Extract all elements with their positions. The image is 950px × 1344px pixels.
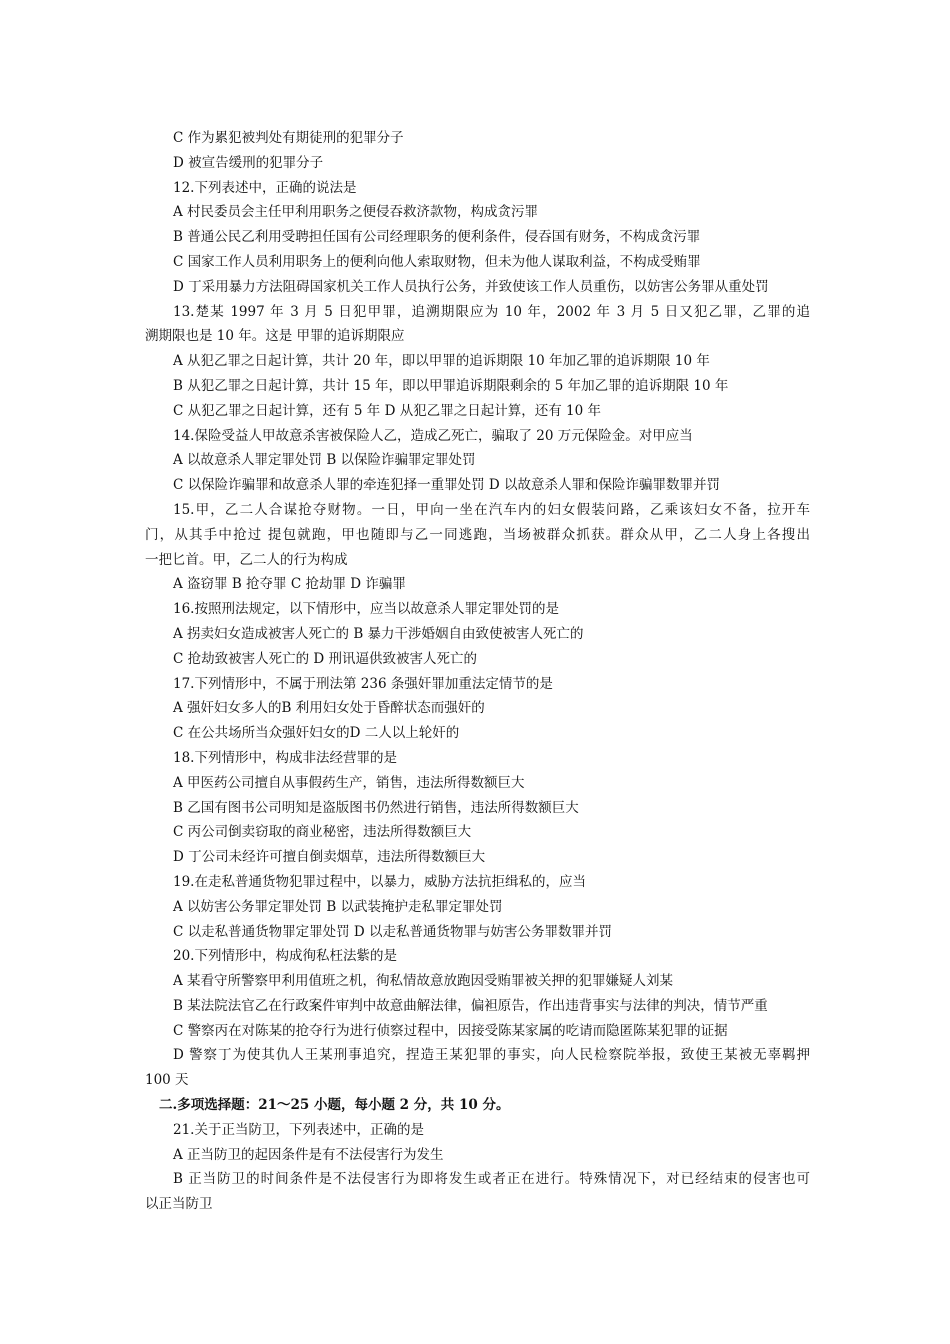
option-line: B 普通公民乙利用受聘担任国有公司经理职务的便利条件，侵吞国有财务，不构成贪污罪 [173, 229, 701, 246]
option-line: A 某看守所警察甲利用值班之机，徇私情故意放跑因受贿罪被关押的犯罪嫌疑人刘某 [173, 973, 674, 990]
option-line: A 正当防卫的起因条件是有不法侵害行为发生 [173, 1146, 444, 1163]
option-line: C 从犯乙罪之日起计算，还有 5 年 D 从犯乙罪之日起计算，还有 10 年 [173, 402, 601, 419]
option-line: A 甲医药公司擅自从事假药生产，销售，违法所得数额巨大 [173, 774, 525, 791]
option-line: D 被宣告缓刑的犯罪分子 [173, 154, 324, 171]
option-line: A 强奸妇女多人的B 利用妇女处于昏醉状态而强奸的 [173, 700, 485, 717]
option-line: A 从犯乙罪之日起计算，共计 20 年，即以甲罪的追诉期限 10 年加乙罪的追诉期限 10 年 [173, 353, 710, 370]
question-15: 15.甲，乙二人合谋抢夺财物。一日，甲向一坐在汽车内的妇女假装问路，乙乘该妇女不备，拉开车 [173, 501, 810, 518]
question-13: 13.楚某 1997 年 3 月 5 日犯甲罪，追溯期限应为 10 年，2002 年 3 月 5 日又犯乙罪，乙罪的追 [173, 303, 810, 320]
question-20: 20.下列情形中，构成徇私枉法紫的是 [173, 948, 397, 965]
option-line: A 盗窃罪 B 抢夺罪 C 抢劫罪 D 诈骗罪 [173, 576, 406, 593]
option-line: B 乙国有图书公司明知是盗版图书仍然进行销售，违法所得数额巨大 [173, 799, 579, 816]
option-line: C 作为累犯被判处有期徒刑的犯罪分子 [173, 130, 404, 146]
question-19: 19.在走私普通货物犯罪过程中，以暴力，威胁方法抗拒缉私的，应当 [173, 873, 586, 890]
question-18: 18.下列情形中，构成非法经营罪的是 [173, 749, 397, 766]
option-line: B 从犯乙罪之日起计算，共计 15 年，即以甲罪追诉期限剩余的 5 年加乙罪的追诉期限 10 年 [173, 377, 729, 394]
question-13-continued: 溯期限也是 10 年。这是 甲罪的追诉期限应 [145, 328, 405, 345]
option-line: A 拐卖妇女造成被害人死亡的 B 暴力干涉婚姻自由致使被害人死亡的 [173, 625, 584, 642]
option-line: B 某法院法官乙在行政案件审判中故意曲解法律，偏袒原告，作出违背事实与法律的判决，情节严重 [173, 997, 768, 1014]
option-line: C 以走私普通货物罪定罪处罚 D 以走私普通货物罪与妨害公务罪数罪并罚 [173, 923, 613, 940]
document-body [145, 126, 810, 1217]
section-heading: 二.多项选择题：21～25 小题，每小题 2 分，共 10 分。 [159, 1097, 510, 1114]
question-17: 17.下列情形中，不属于刑法第 236 条强奸罪加重法定情节的是 [173, 675, 553, 692]
option-line: B 正当防卫的时间条件是不法侵害行为即将发生或者正在进行。特殊情况下，对已经结束的侵害也可 [173, 1171, 810, 1188]
question-12: 12.下列表述中，正确的说法是 [173, 179, 357, 196]
option-line: C 国家工作人员利用职务上的便利向他人索取财物，但未为他人谋取利益，不构成受贿罪 [173, 253, 701, 270]
option-line: D 警察丁为使其仇人王某刑事追究，捏造王某犯罪的事实，向人民检察院举报，致使王某被无辜羁押 [173, 1047, 810, 1064]
question-14: 14.保险受益人甲故意杀害被保险人乙，造成乙死亡，骗取了 20 万元保险金。对甲应当 [173, 427, 693, 444]
option-line-continued: 以正当防卫 [145, 1196, 213, 1213]
option-line-continued: 100 天 [145, 1072, 189, 1089]
option-line: C 在公共场所当众强奸妇女的D 二人以上轮奸的 [173, 725, 460, 742]
question-16: 16.按照刑法规定，以下情形中，应当以故意杀人罪定罪处罚的是 [173, 601, 559, 618]
option-line: C 抢劫致被害人死亡的 D 刑讯逼供致被害人死亡的 [173, 650, 478, 667]
option-line: A 以故意杀人罪定罪处罚 B 以保险诈骗罪定罪处罚 [173, 452, 476, 469]
option-line: A 村民委员会主任甲利用职务之便侵吞救济款物，构成贪污罪 [173, 204, 539, 221]
question-15-continued: 门，从其手中抢过 提包就跑，甲也随即与乙一同逃跑，当场被群众抓获。群众从甲，乙二人身上各搜出 [145, 526, 810, 543]
question-15-continued: 一把匕首。甲，乙二人的行为构成 [145, 551, 348, 568]
option-line: A 以妨害公务罪定罪处罚 B 以武装掩护走私罪定罪处罚 [173, 898, 503, 915]
option-line: D 丁公司未经许可擅自倒卖烟草，违法所得数额巨大 [173, 849, 486, 866]
option-line: D 丁采用暴力方法阻碍国家机关工作人员执行公务，并致使该工作人员重伤，以妨害公务罪从重处罚 [173, 278, 769, 295]
option-line: C 警察丙在对陈某的抢夺行为进行侦察过程中，因接受陈某家属的吃请而隐匿陈某犯罪的证据 [173, 1022, 728, 1039]
option-line: C 以保险诈骗罪和故意杀人罪的牵连犯择一重罪处罚 D 以故意杀人罪和保险诈骗罪数罪并罚 [173, 477, 721, 494]
option-line: C 丙公司倒卖窃取的商业秘密，违法所得数额巨大 [173, 824, 472, 841]
question-21: 21.关于正当防卫，下列表述中，正确的是 [173, 1121, 424, 1138]
